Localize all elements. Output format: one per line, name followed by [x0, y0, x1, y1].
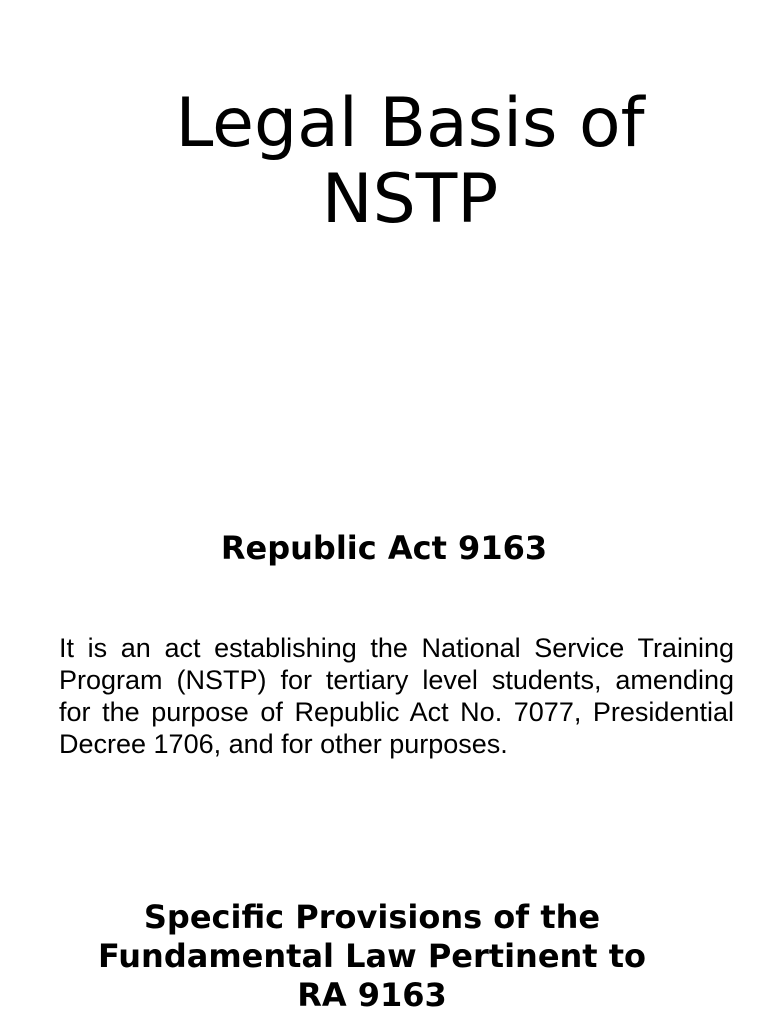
slide-title: [0, 86, 768, 238]
body-paragraph: It is an act establishing the National Service Training Program (NSTP) for tertiary level students, amending for the purpose of Republic Act No. 7077, Presidential Decree 1706, and for other purposes.: [59, 633, 734, 759]
section-heading: Republic Act 9163: [220, 529, 548, 567]
provisions-heading: [0, 898, 744, 1015]
provisions-heading-line-1: Specific Provisions of the: [143, 898, 601, 936]
slide-title-line-2: NSTP: [321, 160, 499, 239]
provisions-heading-line-3: RA 9163: [297, 976, 447, 1014]
slide-title-line-1: Legal Basis of: [175, 84, 645, 163]
provisions-heading-line-2: Fundamental Law Pertinent to: [97, 937, 647, 975]
